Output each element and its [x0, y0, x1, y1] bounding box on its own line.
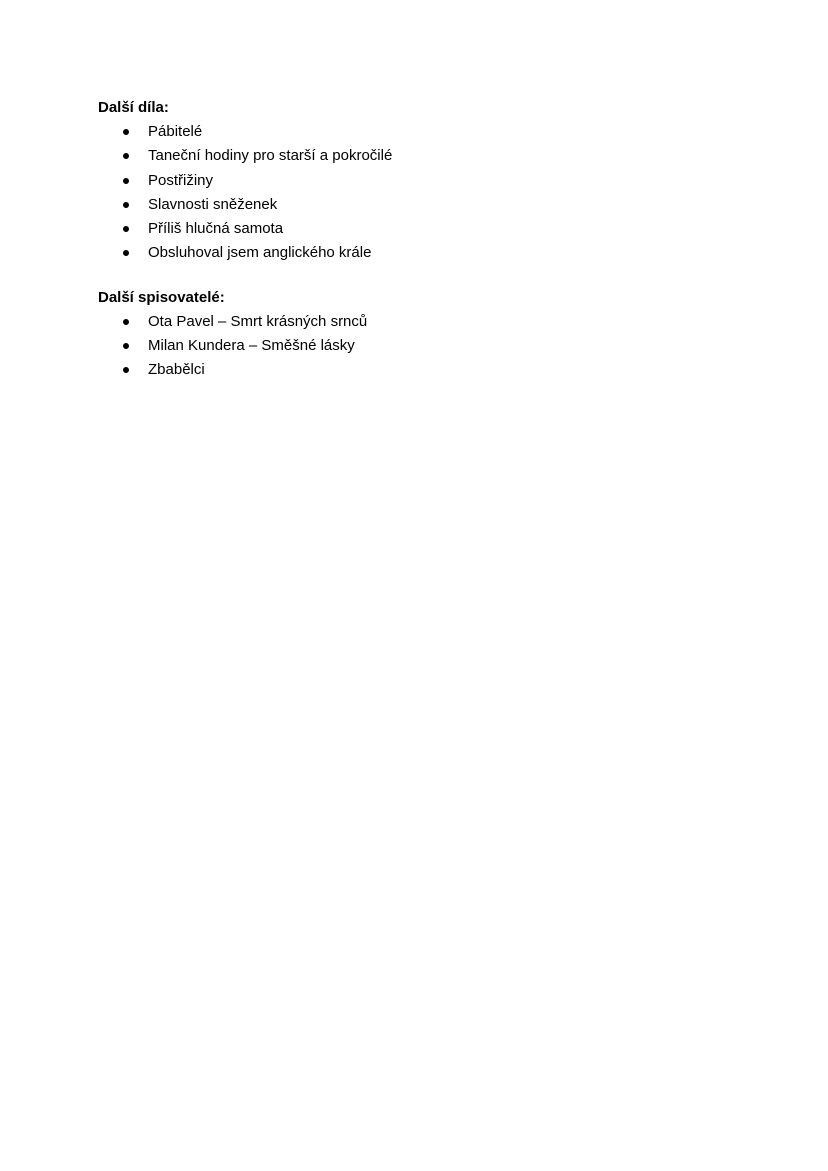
list-item-text: Pábitelé — [148, 123, 203, 140]
other-works-list — [98, 120, 738, 266]
section-heading-other-works: Další díla: — [98, 99, 169, 116]
list-item-text: Slavnosti sněženek — [148, 195, 278, 213]
document-content — [98, 98, 738, 383]
other-writers-list — [98, 310, 738, 383]
list-item-text: Milan Kundera – Směšné lásky — [148, 337, 355, 355]
bullet-icon — [123, 367, 129, 373]
bullet-icon — [123, 178, 129, 184]
bullet-icon — [123, 319, 129, 325]
list-item — [98, 169, 738, 193]
bullet-icon — [123, 250, 129, 256]
list-item-text: Obsluhoval jsem anglického krále — [148, 244, 372, 262]
bullet-icon — [123, 153, 129, 159]
bullet-icon — [123, 129, 129, 135]
list-item — [98, 217, 738, 241]
bullet-icon — [123, 202, 129, 208]
list-item — [98, 144, 738, 168]
list-item — [98, 120, 738, 144]
section-other-writers — [98, 288, 738, 383]
list-item-text: Příliš hlučná samota — [148, 220, 284, 238]
list-item — [98, 310, 738, 334]
section-heading-other-writers: Další spisovatelé: — [98, 288, 225, 306]
list-item-text: Zbabělci — [148, 361, 205, 379]
list-item — [98, 241, 738, 265]
section-other-works — [98, 98, 738, 266]
section-spacer — [98, 266, 738, 288]
list-item-text: Ota Pavel – Smrt krásných srnců — [148, 312, 368, 330]
list-item-text: Taneční hodiny pro starší a pokročilé — [148, 147, 393, 165]
bullet-icon — [123, 343, 129, 349]
list-item-text: Postřižiny — [148, 171, 214, 189]
list-item — [98, 193, 738, 217]
list-item — [98, 334, 738, 358]
list-item — [98, 358, 738, 382]
bullet-icon — [123, 226, 129, 232]
